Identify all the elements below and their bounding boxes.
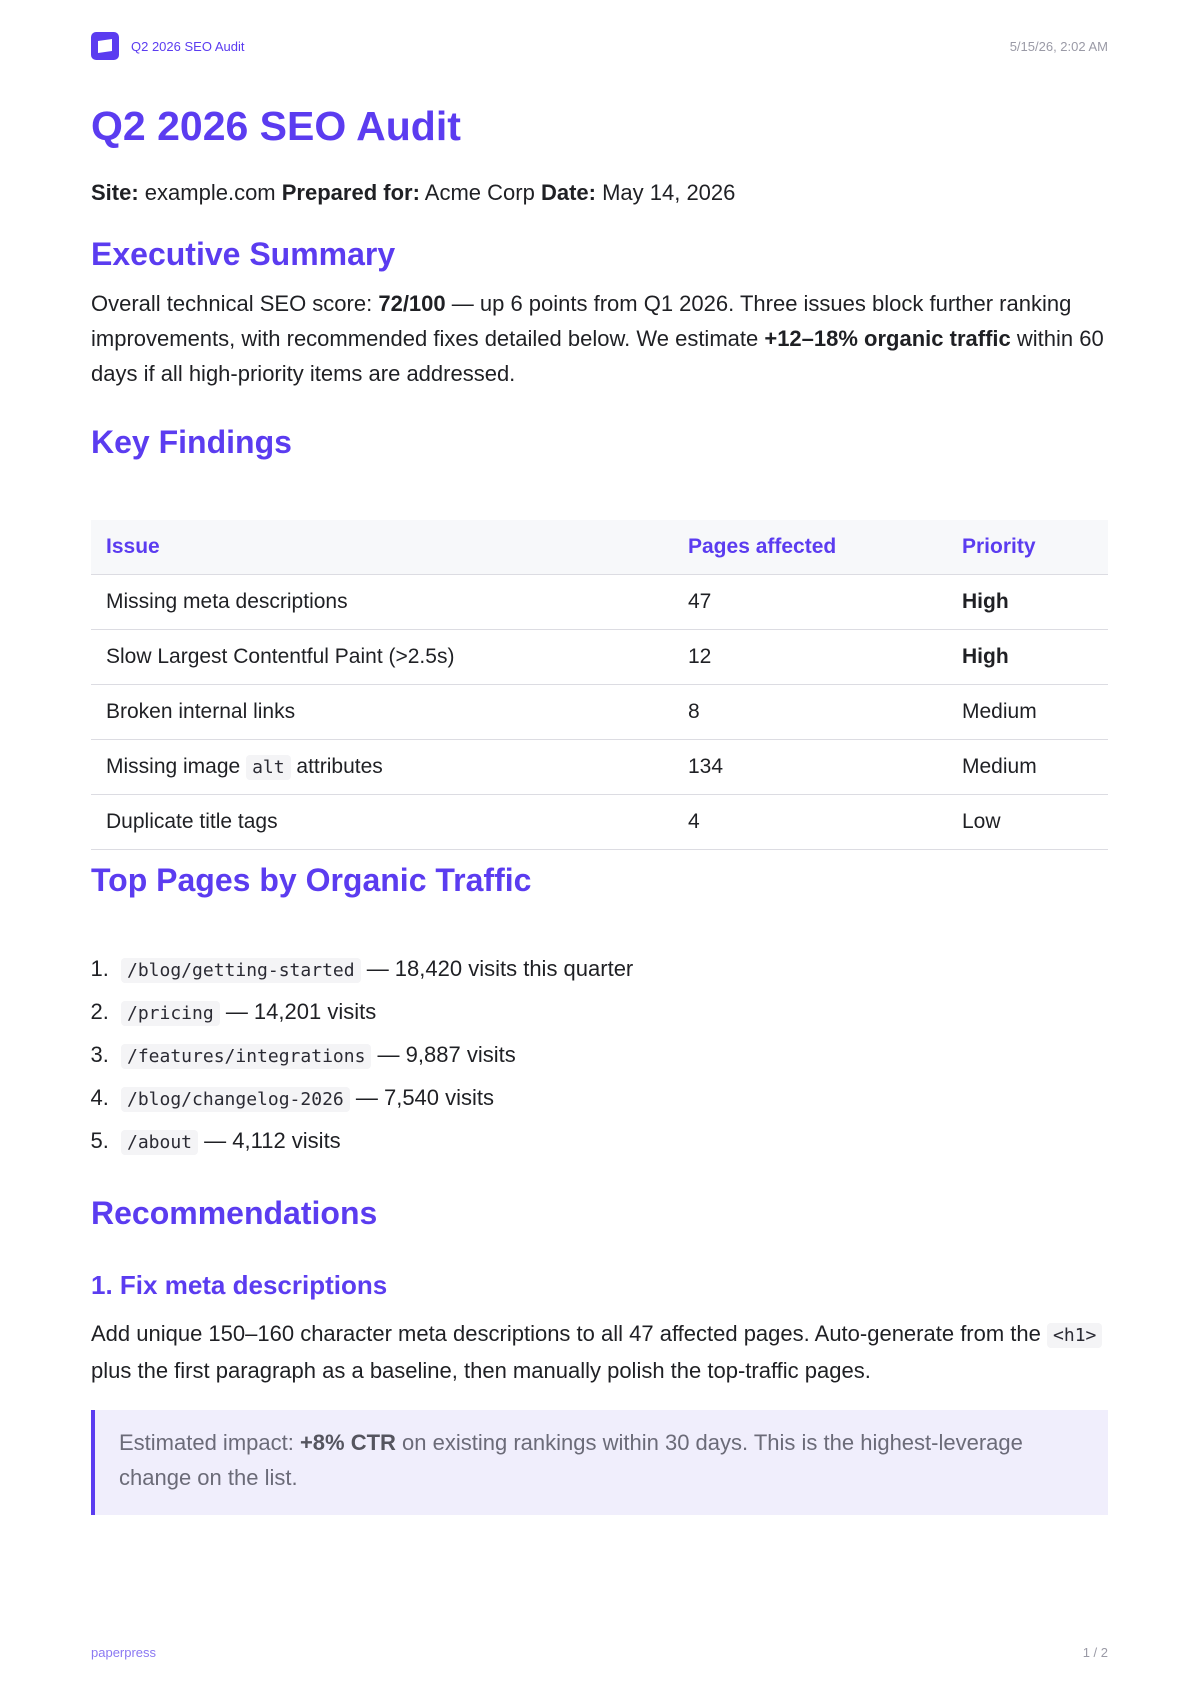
page-title: Q2 2026 SEO Audit xyxy=(91,103,461,149)
table-row xyxy=(91,685,1108,740)
recommendation-1-text xyxy=(91,1316,1108,1388)
timestamp: 5/15/26, 2:02 AM xyxy=(1009,39,1108,54)
summary-text-2: — up 6 points from Q1 2026. Three issues block further ranking improvements, with recommended fixes detailed below. We estimate xyxy=(91,291,1072,351)
table-header-row xyxy=(91,520,1108,575)
document-page xyxy=(91,0,1108,1686)
pages-cell: 8 xyxy=(673,685,947,740)
prepared-value: Acme Corp xyxy=(419,180,541,205)
doc-label: Q2 2026 SEO Audit xyxy=(131,39,245,54)
impact-callout xyxy=(91,1410,1108,1515)
inline-code: alt xyxy=(246,755,291,780)
executive-summary-heading: Executive Summary xyxy=(91,236,396,272)
table-row xyxy=(91,575,1108,630)
priority-cell: Medium xyxy=(947,685,1108,740)
page-path: /about xyxy=(121,1130,198,1155)
list-item xyxy=(115,1034,633,1077)
column-header-priority: Priority xyxy=(947,520,1108,575)
key-findings-heading: Key Findings xyxy=(91,424,292,460)
callout-text-2: on existing rankings within 30 days. This is the highest-leverage change on the list. xyxy=(119,1430,1023,1490)
table-row xyxy=(91,795,1108,850)
page-visits: — 14,201 visits xyxy=(219,999,377,1024)
page-path: /pricing xyxy=(121,1001,220,1026)
page-header xyxy=(91,32,1108,60)
summary-text-3: within 60 days if all high-priority items are addressed. xyxy=(91,326,1104,386)
page-visits: — 7,540 visits xyxy=(349,1085,495,1110)
page-path: /features/integrations xyxy=(121,1044,371,1069)
pages-cell: 4 xyxy=(673,795,947,850)
table-row xyxy=(91,630,1108,685)
top-pages-heading: Top Pages by Organic Traffic xyxy=(91,862,532,898)
list-item xyxy=(115,948,633,991)
executive-summary-text xyxy=(91,286,1108,391)
recommendations-heading: Recommendations xyxy=(91,1195,378,1231)
issue-cell: Duplicate title tags xyxy=(91,795,673,850)
inline-code: <h1> xyxy=(1047,1323,1102,1348)
issue-cell: Slow Largest Contentful Paint (>2.5s) xyxy=(91,630,673,685)
rec1-text-1: Add unique 150–160 character meta descriptions to all 47 affected pages. Auto-generate from the xyxy=(91,1321,1048,1346)
page-visits: — 18,420 visits this quarter xyxy=(360,956,634,981)
seo-score: 72/100 xyxy=(378,291,446,316)
priority-cell: Medium xyxy=(947,740,1108,795)
findings-table xyxy=(91,520,1108,850)
priority-cell: High xyxy=(947,575,1108,630)
date-label: Date: xyxy=(540,180,596,205)
table-row xyxy=(91,740,1108,795)
issue-cell: Missing meta descriptions xyxy=(91,575,673,630)
document-logo-icon xyxy=(91,32,119,60)
traffic-estimate: +12–18% organic traffic xyxy=(764,326,1011,351)
site-value: example.com xyxy=(138,180,282,205)
site-label: Site: xyxy=(91,180,139,205)
issue-text-after: attributes xyxy=(290,755,383,778)
pages-cell: 47 xyxy=(673,575,947,630)
page-visits: — 9,887 visits xyxy=(371,1042,516,1067)
page-path: /blog/getting-started xyxy=(121,958,361,983)
pages-cell: 134 xyxy=(673,740,947,795)
issue-cell xyxy=(91,740,673,795)
list-item xyxy=(115,1120,633,1163)
prepared-label: Prepared for: xyxy=(281,180,420,205)
date-value: May 14, 2026 xyxy=(595,180,736,205)
column-header-issue: Issue xyxy=(91,520,673,575)
recommendation-1-heading: 1. Fix meta descriptions xyxy=(91,1270,388,1300)
priority-cell: Low xyxy=(947,795,1108,850)
column-header-pages: Pages affected xyxy=(673,520,947,575)
report-meta xyxy=(91,178,735,208)
top-pages-list xyxy=(91,948,633,1163)
page-path: /blog/changelog-2026 xyxy=(121,1087,350,1112)
page-visits: — 4,112 visits xyxy=(198,1128,341,1153)
rec1-text-2: plus the first paragraph as a baseline, then manually polish the top-traffic pages. xyxy=(91,1358,871,1383)
callout-text-1: Estimated impact: xyxy=(119,1430,300,1455)
issue-text-before: Missing image xyxy=(106,755,247,778)
priority-cell: High xyxy=(947,630,1108,685)
issue-cell: Broken internal links xyxy=(91,685,673,740)
footer-brand: paperpress xyxy=(91,1645,157,1660)
summary-text-1: Overall technical SEO score: xyxy=(91,291,379,316)
list-item xyxy=(115,991,633,1034)
list-item xyxy=(115,1077,633,1120)
pages-cell: 12 xyxy=(673,630,947,685)
callout-ctr: +8% CTR xyxy=(299,1430,396,1455)
page-number: 1 / 2 xyxy=(1082,1645,1108,1660)
